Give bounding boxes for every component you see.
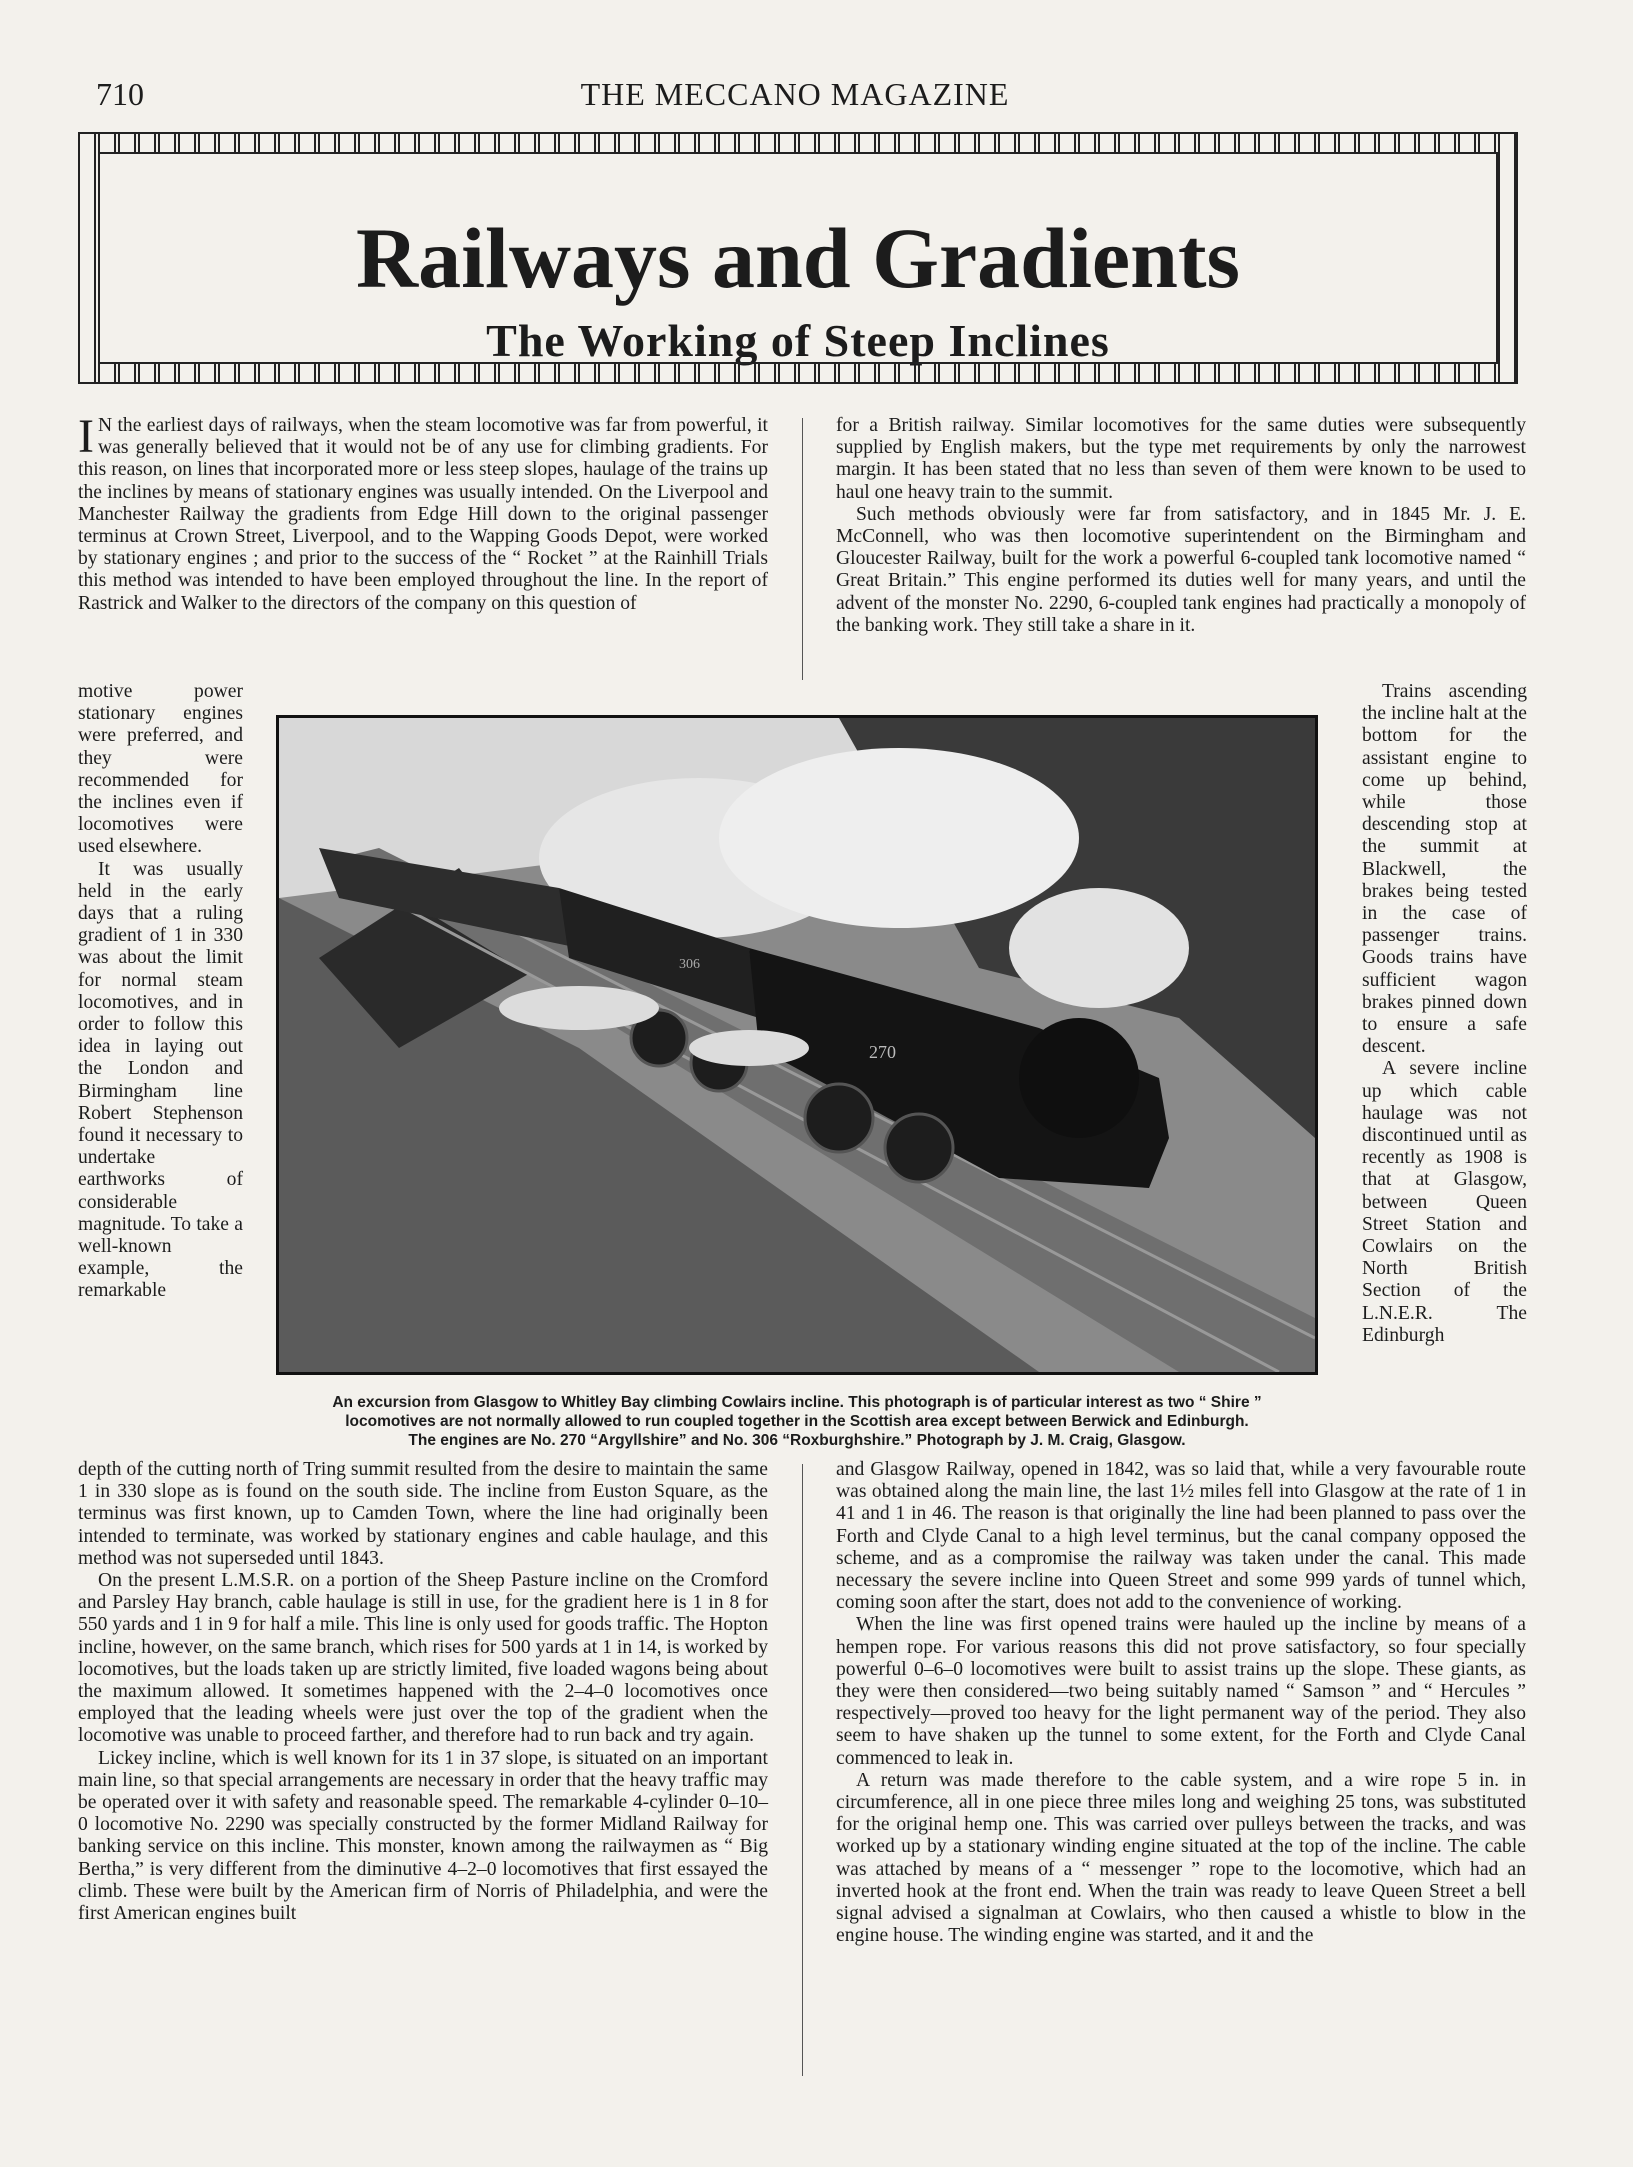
- left-narrow-column: [78, 681, 243, 1303]
- paragraph: On the present L.M.S.R. on a portion of the Sheep Pasture incline on the Cromford and Parsley Hay branch, cable haulage is still in use, for the gradient here is 1 in 8 for 550 yards and 1 in 9 for half a mile. This line is only used for goods traffic. The Hopton incline, however, on the same branch, which rises for 500 yards at 1 in 14, is worked by locomotives, but the loads taken up are strictly limited, five loaded wagons being about the maximum allowed. It sometimes happened with the 2–4–0 locomotives once employed that the leading wheels were just over the top of the gradient when the locomotive was unable to proceed farther, and therefore had to run back and try again.: [78, 1570, 768, 1747]
- train-illustration: [279, 718, 1315, 1372]
- page-number: 710: [96, 76, 144, 112]
- paragraph: and Glasgow Railway, opened in 1842, was so laid that, while a very favourable route was obtained along the main line, the last 1½ miles fell into Glasgow at the rate of 1 in 41 and 1 in 46. The reason is that originally the line had been planned to pass over the Forth and Clyde Canal to a high level terminus, but the canal company opposed the scheme, and as a compromise the railway was taken under the canal. This made necessary the severe incline into Queen Street and some 999 yards of tunnel which, coming soon after the start, does not add to the convenience of working.: [836, 1459, 1526, 1614]
- engine-number-306: 306: [679, 957, 700, 972]
- drop-cap: I: [78, 410, 94, 463]
- paragraph: [78, 410, 768, 615]
- smokebox: [1019, 1018, 1139, 1138]
- smoke-plume: [719, 748, 1079, 928]
- paragraph: depth of the cutting north of Tring summit resulted from the desire to maintain the same 1 in 330 slope as is found on the south side. The incline from Euston Square, as the terminus was first known, up to Camden Town, where the line had originally been intended to terminate, was worked by stationary engines and cable haulage, and this method was not superseded until 1843.: [78, 1459, 768, 1569]
- title-frame: [78, 132, 1518, 384]
- column-rule: [802, 1464, 803, 2076]
- column-2-top: [836, 415, 1526, 637]
- steam-exhaust: [689, 1030, 809, 1066]
- paragraph: Trains ascending the incline halt at the bottom for the assistant engine to come up behind, while those descending stop at the summit at Blackwell, the brakes being tested in the case of passenger trains. Goods trains have sufficient wagon brakes pinned down to ensure a safe descent.: [1362, 681, 1527, 1058]
- running-head: THE MECCANO MAGAZINE: [580, 76, 1010, 112]
- caption-line: An excursion from Glasgow to Whitley Bay climbing Cowlairs incline. This photograph is of particular interest as two “ Shire ”: [332, 1394, 1262, 1411]
- paragraph: A severe incline up which cable haulage was not discontinued until as recently as 1908 is that at Glasgow, between Queen Street Station and Cowlairs on the North British Section of the L.N.E.R. The Edinburgh: [1362, 1058, 1527, 1346]
- train-photograph: [276, 715, 1318, 1375]
- column-2-bottom: [836, 1459, 1526, 1947]
- photo-caption: [276, 1393, 1318, 1450]
- caption-line: The engines are No. 270 “Argyllshire” and No. 306 “Roxburghshire.” Photograph by J. M. Craig, Glasgow.: [408, 1432, 1186, 1449]
- steam-exhaust: [499, 986, 659, 1030]
- column-rule: [802, 418, 803, 680]
- smoke-plume: [1009, 888, 1189, 1008]
- caption-line: locomotives are not normally allowed to run coupled together in the Scottish area except between Berwick and Edinburgh.: [345, 1413, 1249, 1430]
- paragraph-text: N the earliest days of railways, when the steam locomotive was far from powerful, it was generally believed that it would not be of any use for climbing gradients. For this reason, on lines that incorporated more or less steep slopes, haulage of the trains up the inclines by means of stationary engines was usually intended. On the Liverpool and Manchester Railway the gradients from Edge Hill down to the original passenger terminus at Crown Street, Liverpool, and to the Wapping Goods Depot, were worked by stationary engines ; and prior to the success of the “ Rocket ” at the Rainhill Trials this method was intended to have been employed throughout the line. In the report of Rastrick and Walker to the directors of the company on this question of: [78, 415, 768, 614]
- paragraph: Such methods obviously were far from satisfactory, and in 1845 Mr. J. E. McConnell, who was then locomotive superintendent on the Birmingham and Gloucester Railway, built for the work a powerful 6-coupled tank locomotive named “ Great Britain.” This engine performed its duties well for many years, and until the advent of the monster No. 2290, 6-coupled tank engines had practically a monopoly of the banking work. They still take a share in it.: [836, 503, 1526, 636]
- paragraph: A return was made therefore to the cable system, and a wire rope 5 in. in circumference, all in one piece three miles long and weighing 25 tons, was substituted for the original hemp one. This was carried over pulleys between the tracks, and was worked up by a stationary winding engine situated at the top of the incline. The cable was attached by means of a “ messenger ” rope to the locomotive, which had an inverted hook at the front end. When the train was ready to leave Queen Street a bell signal advised a signalman at Cowlairs, who then caused a whistle to blow in the engine house. The winding engine was started, and it and the: [836, 1769, 1526, 1947]
- paragraph: for a British railway. Similar locomotives for the same duties were subsequently supplied by English makers, but the type met requirements by only the narrowest margin. It has been stated that no less than seven of them were known to be used to haul one heavy train to the summit.: [836, 415, 1526, 503]
- right-narrow-column: [1362, 681, 1527, 1347]
- article-subtitle: The Working of Steep Inclines: [486, 315, 1110, 366]
- column-1-bottom: [78, 1459, 768, 1925]
- paragraph: It was usually held in the early days that a ruling gradient of 1 in 330 was about the limit for normal steam locomotives, and in order to follow this idea in laying out the London and Birmingham line Robert Stephenson found it necessary to undertake earthworks of considerable magnitude. To take a well-known example, the remarkable: [78, 858, 243, 1302]
- engine-number-270: 270: [869, 1042, 896, 1062]
- paragraph: Lickey incline, which is well known for its 1 in 37 slope, is situated on an important main line, so that special arrangements are necessary in order that the heavy traffic may be operated over it with safety and reasonable speed. The remarkable 4-cylinder 0–10–0 locomotive No. 2290 was specially constructed by the former Midland Railway for banking service on this incline. This monster, known among the railwaymen as “ Big Bertha,” is very different from the diminutive 4–2–0 locomotives that first essayed the climb. These were built by the American firm of Norris of Philadelphia, and were the first American engines built: [78, 1747, 768, 1925]
- paragraph: When the line was first opened trains were hauled up the incline by means of a hempen rope. For various reasons this did not prove satisfactory, so four specially powerful 0–6–0 locomotives were built to assist trains up the slope. These giants, as they were then considered—two being suitably named “ Samson ” and “ Hercules ” respectively—proved too heavy for the light permanent way of the period. They also seem to have shaken up the tunnel to some extent, for the Forth and Clyde Canal commenced to leak in.: [836, 1614, 1526, 1769]
- paragraph: motive power stationary engines were preferred, and they were recommended for the inclines even if locomotives were used elsewhere.: [78, 681, 243, 858]
- column-1-top: [78, 410, 768, 615]
- article-title: Railways and Gradients: [355, 210, 1241, 306]
